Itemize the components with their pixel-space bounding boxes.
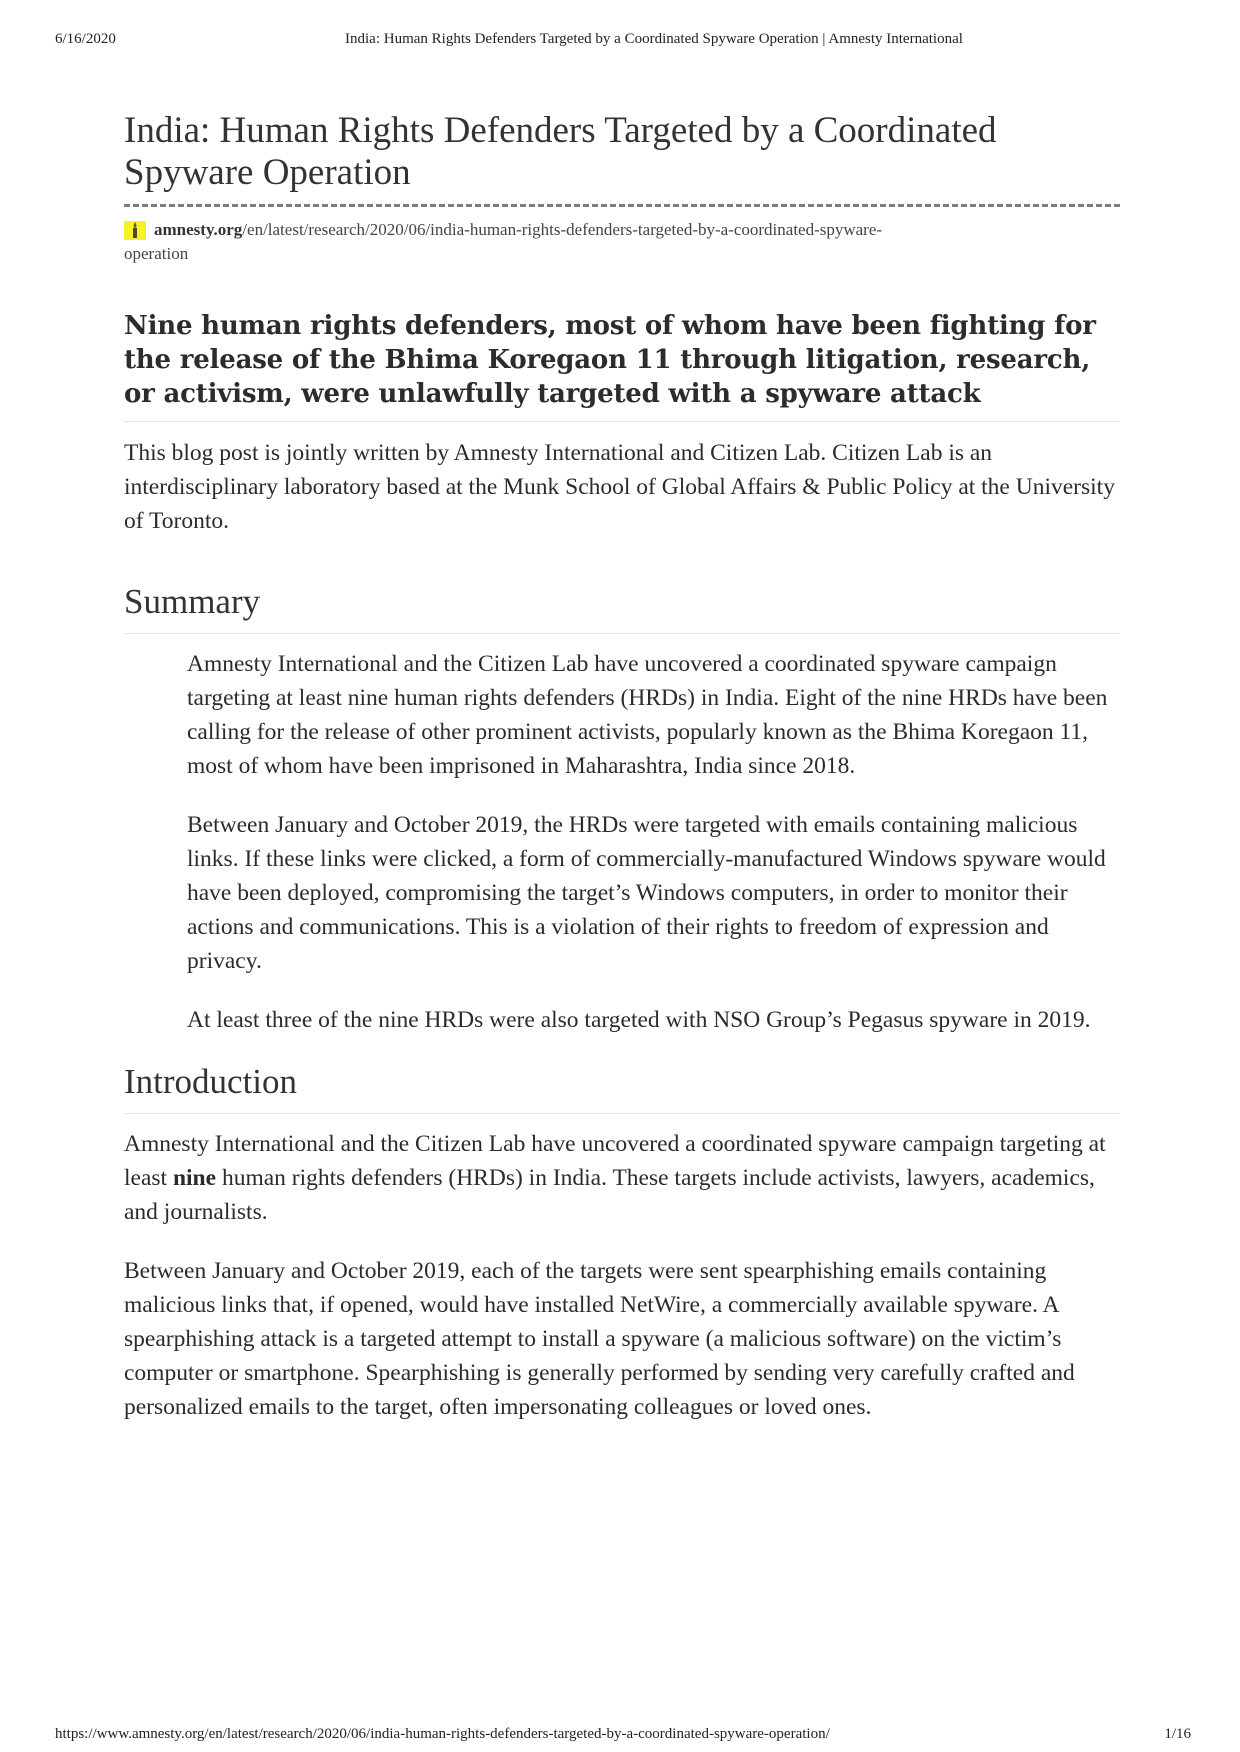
intro-text-start: Amnesty International and the Citizen Lab have uncovered a coordinated spyware campaign targeting at least — [124, 1131, 1106, 1191]
print-date: 6/16/2020 — [55, 31, 116, 47]
introduction-paragraph: Between January and October 2019, each of the targets were sent spearphishing emails containing malicious links that, if opened, would have installed NetWire, a commercially available spyware. A spearphishing attack is a targeted attempt to install a spyware (a malicious software) on the victim’s computer or smartphone. Spearphishing is generally performed by sending very carefully crafted and personalized emails to the target, often impersonating colleagues or loved ones. — [124, 1258, 1075, 1420]
article — [124, 110, 1119, 1449]
print-page-title: India: Human Rights Defenders Targeted by a Coordinated Spyware Operation | Amnesty International — [345, 31, 963, 47]
page-number: 1/16 — [1164, 1726, 1191, 1742]
title-divider — [124, 204, 1120, 207]
source-path-continuation: operation — [124, 244, 189, 263]
print-footer — [0, 1726, 1240, 1746]
summary-paragraph: Amnesty International and the Citizen Lab have uncovered a coordinated spyware campaign targeting at least nine human rights defenders (HRDs) in India. Eight of the nine HRDs have been calling for the release of other prominent activists, popularly known as the Bhima Koregaon 11, most of whom have been imprisoned in Maharashtra, India since 2018. — [187, 651, 1108, 779]
intro-text-end: human rights defenders (HRDs) in India. These targets include activists, lawyers, academics, and journalists. — [124, 1165, 1095, 1225]
lede-divider — [124, 421, 1120, 422]
article-title-line-1: India: Human Rights Defenders Targeted by a Coordinated — [124, 110, 997, 151]
source-domain: amnesty.org — [154, 220, 243, 239]
summary-heading: Summary — [124, 582, 261, 621]
article-title — [124, 110, 1119, 194]
print-header — [0, 31, 1240, 51]
introduction-body — [124, 1127, 1119, 1424]
introduction-paragraph — [124, 1127, 1119, 1229]
article-title-line-2: Spyware Operation — [124, 152, 411, 193]
source-link[interactable] — [124, 218, 1119, 266]
summary-divider — [124, 633, 1120, 634]
intro-emphasis: nine — [172, 1165, 217, 1191]
candle-icon — [124, 221, 146, 240]
summary-blockquote — [187, 647, 1122, 1037]
summary-paragraph: Between January and October 2019, the HRDs were targeted with emails containing malicious links. If these links were clicked, a form of commercially-manufactured Windows spyware would have been deployed, compromising the target’s Windows computers, in order to monitor their actions and communications. This is a violation of their rights to freedom of expression and privacy. — [187, 812, 1106, 974]
summary-paragraph: At least three of the nine HRDs were also targeted with NSO Group’s Pegasus spyware in 2019. — [187, 1007, 1091, 1033]
source-path: /en/latest/research/2020/06/india-human-rights-defenders-targeted-by-a-coordinated-spyware- — [242, 220, 883, 239]
introduction-divider — [124, 1113, 1120, 1114]
author-note: This blog post is jointly written by Amnesty International and Citizen Lab. Citizen Lab is an interdisciplinary laboratory based at the Munk School of Global Affairs & Public Policy at the University of Toronto. — [124, 440, 1115, 534]
article-lede: Nine human rights defenders, most of whom have been fighting for the release of the Bhima Koregaon 11 through litigation, research, or activism, were unlawfully targeted with a spyware attack — [124, 311, 1096, 409]
print-url: https://www.amnesty.org/en/latest/research/2020/06/india-human-rights-defenders-targeted-by-a-coordinated-spyware-operation/ — [55, 1726, 830, 1742]
introduction-heading: Introduction — [124, 1062, 298, 1101]
